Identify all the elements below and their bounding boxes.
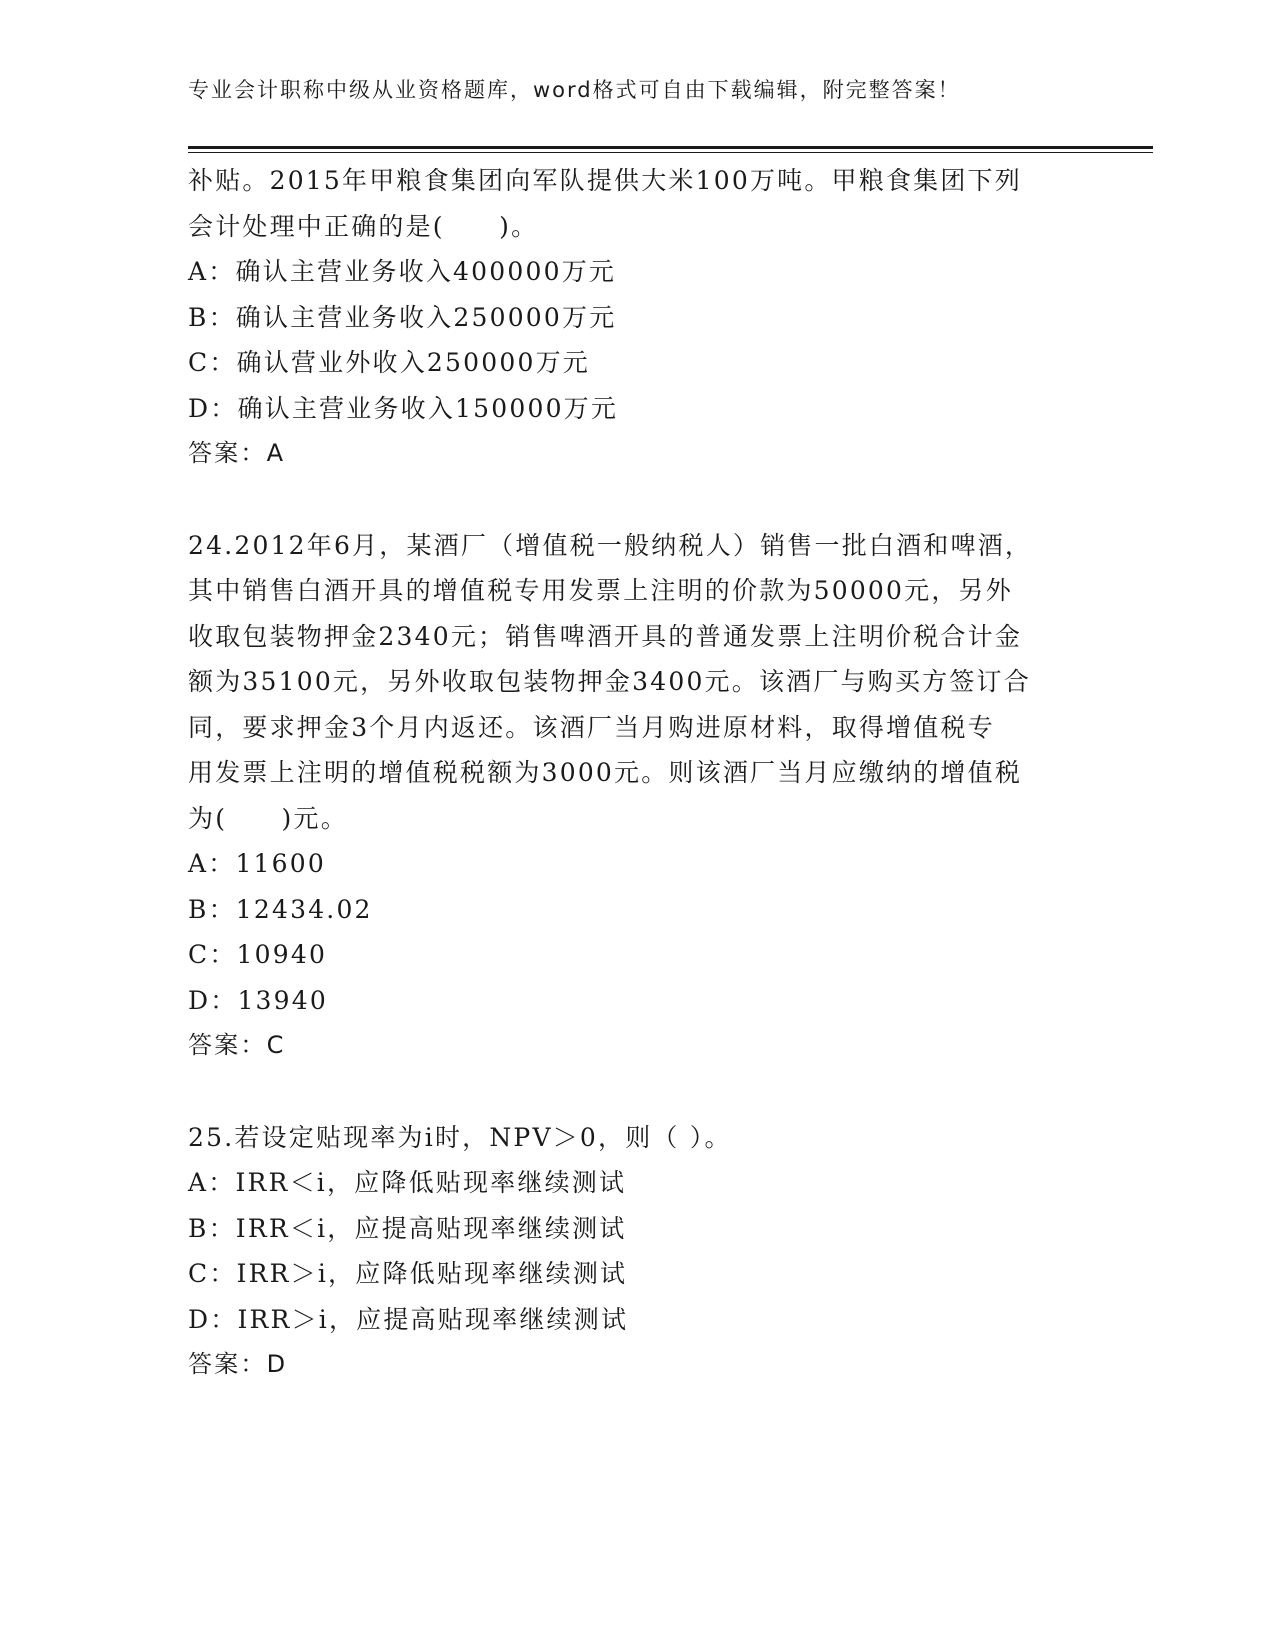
spacer xyxy=(188,1069,1088,1115)
option-c: C：确认营业外收入250000万元 xyxy=(188,348,590,377)
answer-line: 答案：D xyxy=(188,1350,288,1378)
question-stem-line: 24.2012年6月，某酒厂（增值税一般纳税人）销售一批白酒和啤酒， xyxy=(188,530,1033,560)
option-a: A：确认主营业务收入400000万元 xyxy=(188,257,617,286)
question-stem-line: 会计处理中正确的是( )。 xyxy=(188,211,539,241)
header-rule-thin xyxy=(188,152,1153,153)
option-b: B：确认主营业务收入250000万元 xyxy=(188,302,617,332)
question-stem-line: 25.若设定贴现率为i时，NPV＞0，则（ ）。 xyxy=(188,1122,732,1152)
option-c: C：10940 xyxy=(188,940,328,969)
question-stem-line: 其中销售白酒开具的增值税专用发票上注明的价款为50000元，另外 xyxy=(188,576,1013,605)
question-stem-line: 为( )元。 xyxy=(188,803,348,833)
answer-line: 答案：A xyxy=(188,439,286,467)
answer-line: 答案：C xyxy=(188,1031,286,1059)
question-stem-line: 同，要求押金3个月内返还。该酒厂当月购进原材料，取得增值税专 xyxy=(188,712,995,742)
question-25 xyxy=(188,1115,1088,1388)
question-stem-line: 收取包装物押金2340元；销售啤酒开具的普通发票上注明价税合计金 xyxy=(188,621,1023,651)
page-header: 专业会计职称中级从业资格题库，word格式可自由下载编辑，附完整答案！ xyxy=(188,78,961,102)
option-d: D：确认主营业务收入150000万元 xyxy=(188,393,619,423)
option-a: A：IRR＜i，应降低贴现率继续测试 xyxy=(188,1168,627,1197)
header-rule-thick xyxy=(188,146,1153,149)
option-a: A：11600 xyxy=(188,849,326,878)
question-stem-line: 补贴。2015年甲粮食集团向军队提供大米100万吨。甲粮食集团下列 xyxy=(188,166,1022,195)
option-d: D：IRR＞i，应提高贴现率继续测试 xyxy=(188,1304,629,1334)
spacer xyxy=(188,477,1088,523)
document-body xyxy=(188,158,1088,1388)
option-b: B：IRR＜i，应提高贴现率继续测试 xyxy=(188,1213,627,1243)
question-stem-line: 用发票上注明的增值税税额为3000元。则该酒厂当月应缴纳的增值税 xyxy=(188,758,1023,787)
option-b: B：12434.02 xyxy=(188,894,373,924)
option-d: D：13940 xyxy=(188,985,328,1015)
question-23 xyxy=(188,158,1088,477)
question-24 xyxy=(188,523,1088,1069)
option-c: C：IRR＞i，应降低贴现率继续测试 xyxy=(188,1259,628,1288)
question-stem-line: 额为35100元，另外收取包装物押金3400元。该酒厂与购买方签订合 xyxy=(188,667,1031,696)
